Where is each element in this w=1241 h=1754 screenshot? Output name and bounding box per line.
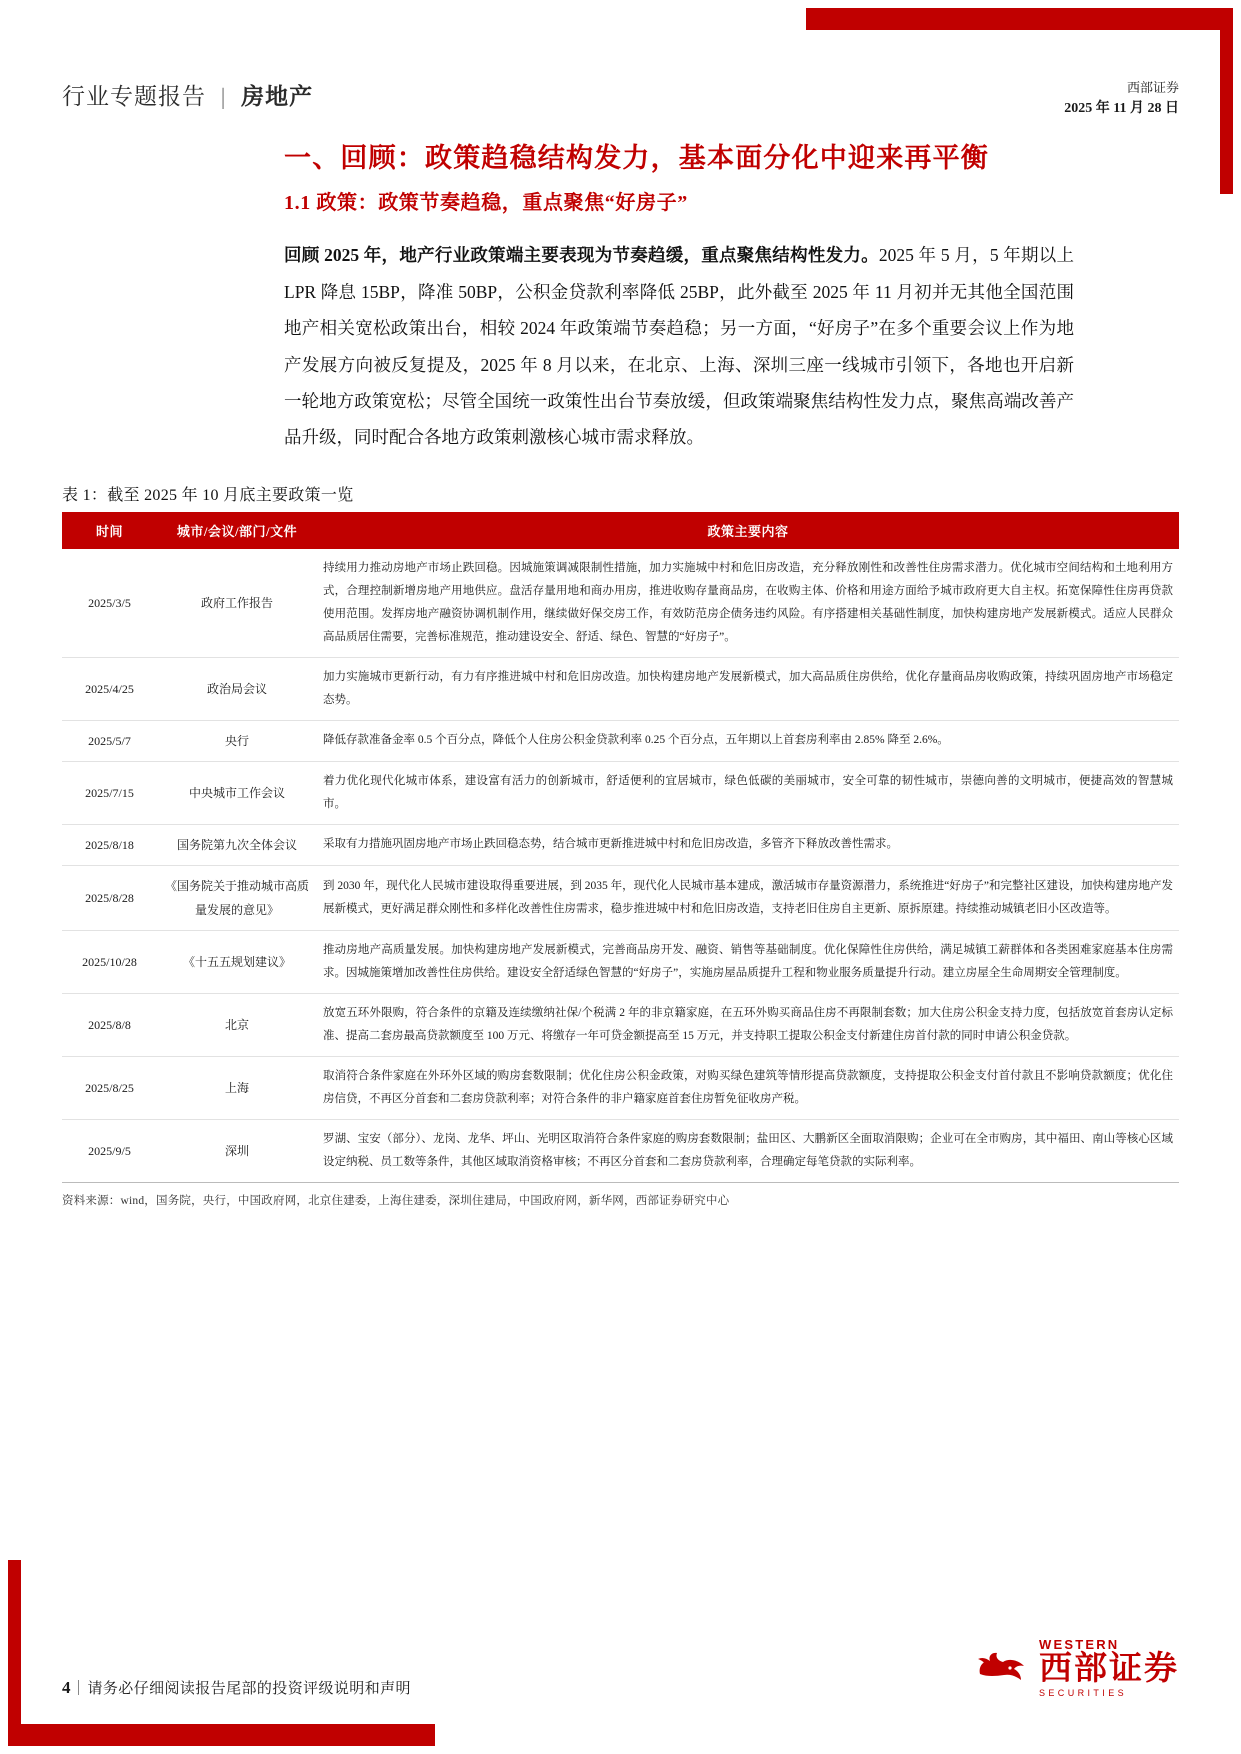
table-header-row bbox=[62, 512, 1179, 549]
logo-wordmark bbox=[1039, 1638, 1179, 1698]
logo-western-text: WESTERN bbox=[1039, 1637, 1120, 1652]
cell-content: 到 2030 年，现代化人民城市建设取得重要进展，到 2035 年，现代化人民城市基本建成，激活城市存量资源潜力，系统推进“好房子”和完整社区建设，加快构建房地产发展新模式，更好满足群众刚性和多样化改善性住房需求，稳步推进城中村和危旧房改造，支持老旧住房自主更新、原拆原建。持续推动城镇老旧小区改造等。 bbox=[317, 865, 1179, 930]
table-row bbox=[62, 1056, 1179, 1119]
footer-disclaimer: 请务必仔细阅读报告尾部的投资评级说明和声明 bbox=[87, 1681, 411, 1697]
header-breadcrumb bbox=[62, 78, 313, 111]
header-meta bbox=[1064, 78, 1179, 120]
industry-label: 房地产 bbox=[241, 84, 314, 109]
table-row bbox=[62, 720, 1179, 761]
section-heading-1-1: 1.1 政策：政策节奏趋稳，重点聚焦“好房子” bbox=[284, 192, 688, 215]
cell-time: 2025/5/7 bbox=[62, 720, 157, 761]
cell-content: 持续用力推动房地产市场止跌回稳。因城施策调减限制性措施，加力实施城中村和危旧房改造，充分释放刚性和改善性住房需求潜力。优化城市空间结构和土地利用方式，合理控制新增房地产用地供应。盘活存量用地和商办用房，推进收购存量商品房，在收购主体、价格和用途方面给予城市政府更大自主权。拓宽保障性住房再贷款使用范围。发挥房地产融资协调机制作用，继续做好保交房工作，有效防范房企债务违约风险。有序搭建相关基础性制度，加快构建房地产发展新模式。适应人民群众高品质居住需要，完善标准规范，推动建设安全、舒适、绿色、智慧的“好房子”。 bbox=[317, 549, 1179, 658]
decor-top-red-bar bbox=[806, 8, 1233, 30]
cell-time: 2025/10/28 bbox=[62, 930, 157, 993]
column-header-content: 政策主要内容 bbox=[317, 512, 1179, 549]
table-row bbox=[62, 824, 1179, 865]
paragraph-lead-bold: 回顾 2025 年，地产行业政策端主要表现为节奏趋缓，重点聚焦结构性发力。 bbox=[284, 245, 879, 266]
policy-table-body bbox=[62, 549, 1179, 1183]
cell-time: 2025/7/15 bbox=[62, 761, 157, 824]
page-number: 4 bbox=[62, 1678, 71, 1697]
cell-time: 2025/8/25 bbox=[62, 1056, 157, 1119]
paragraph-rest: 2025 年 5 月，5 年期以上 LPR 降息 15BP，降准 50BP，公积金贷款利率降低 25BP，此外截至 2025 年 11 月初并无其他全国范围地产相关宽松政策出台，相较 2024 年政策端节奏趋稳；另一方面，“好房子”在多个重要会议上作为地产发展方向被反复提及，2025 年 8 月以来，在北京、上海、深圳三座一线城市引领下，各地也开启新一轮地方政策宽松；尽管全国统一政策性出台节奏放缓，但政策端聚焦结构性发力点，聚焦高端改善产品升级，同时配合各地方政策刺激核心城市需求释放。 bbox=[284, 245, 1075, 448]
cell-time: 2025/8/18 bbox=[62, 824, 157, 865]
table-row bbox=[62, 549, 1179, 658]
cell-source: 深圳 bbox=[157, 1119, 317, 1182]
decor-bottom-left-vertical-bar bbox=[8, 1560, 21, 1746]
decor-top-right-vertical-bar bbox=[1220, 8, 1233, 194]
cell-time: 2025/8/8 bbox=[62, 993, 157, 1056]
cell-source: 上海 bbox=[157, 1056, 317, 1119]
cell-content: 推动房地产高质量发展。加快构建房地产发展新模式，完善商品房开发、融资、销售等基础制度。优化保障性住房供给，满足城镇工薪群体和各类困难家庭基本住房需求。因城施策增加改善性住房供给。建设安全舒适绿色智慧的“好房子”，实施房屋品质提升工程和物业服务质量提升行动。建立房屋全生命周期安全管理制度。 bbox=[317, 930, 1179, 993]
cell-source: 央行 bbox=[157, 720, 317, 761]
cell-source: 中央城市工作会议 bbox=[157, 761, 317, 824]
table-row bbox=[62, 761, 1179, 824]
page-header bbox=[62, 78, 1179, 120]
table-row bbox=[62, 657, 1179, 720]
cell-content: 取消符合条件家庭在外环外区域的购房套数限制；优化住房公积金政策，对购买绿色建筑等情形提高贷款额度，支持提取公积金支付首付款且不影响贷款额度；优化住房信贷，不再区分首套和二套房贷款利率；对符合条件的非户籍家庭首套住房暂免征收房产税。 bbox=[317, 1056, 1179, 1119]
logo-english-text: SECURITIES bbox=[1039, 1688, 1128, 1698]
cell-source: 政府工作报告 bbox=[157, 549, 317, 658]
table-row bbox=[62, 865, 1179, 930]
cell-time: 2025/3/5 bbox=[62, 549, 157, 658]
cell-content: 降低存款准备金率 0.5 个百分点，降低个人住房公积金贷款利率 0.25 个百分点，五年期以上首套房利率由 2.85% 降至 2.6%。 bbox=[317, 720, 1179, 761]
page-footer bbox=[62, 1638, 1179, 1698]
cell-source: 北京 bbox=[157, 993, 317, 1056]
policy-table-head bbox=[62, 512, 1179, 549]
logo-chinese-text: 西部证券 bbox=[1039, 1651, 1179, 1687]
cell-source: 《国务院关于推动城市高质量发展的意见》 bbox=[157, 865, 317, 930]
cell-source: 《十五五规划建议》 bbox=[157, 930, 317, 993]
footer-divider bbox=[78, 1680, 79, 1695]
report-type-label: 行业专题报告 bbox=[62, 84, 206, 109]
decor-bottom-red-bar bbox=[8, 1724, 435, 1746]
cell-time: 2025/8/28 bbox=[62, 865, 157, 930]
cell-time: 2025/4/25 bbox=[62, 657, 157, 720]
breadcrumb-separator: | bbox=[220, 84, 227, 109]
table-row bbox=[62, 993, 1179, 1056]
firm-name: 西部证券 bbox=[1126, 80, 1179, 95]
policy-table bbox=[62, 512, 1179, 1183]
table-source-note: 资料来源：wind，国务院，央行，中国政府网，北京住建委，上海住建委，深圳住建局，中国政府网，新华网，西部证券研究中心 bbox=[62, 1194, 730, 1207]
cell-time: 2025/9/5 bbox=[62, 1119, 157, 1182]
column-header-time: 时间 bbox=[62, 512, 157, 549]
body-paragraph bbox=[284, 237, 1074, 455]
table-row bbox=[62, 930, 1179, 993]
main-content bbox=[62, 140, 1179, 1208]
section-heading-1: 一、回顾：政策趋稳结构发力，基本面分化中迎来再平衡 bbox=[284, 143, 989, 173]
bull-logo-icon bbox=[974, 1648, 1030, 1688]
cell-content: 加力实施城市更新行动，有力有序推进城中村和危旧房改造。加快构建房地产发展新模式，加大高品质住房供给，优化存量商品房收购政策，持续巩固房地产市场稳定态势。 bbox=[317, 657, 1179, 720]
footer-left bbox=[62, 1677, 411, 1698]
cell-content: 罗湖、宝安（部分）、龙岗、龙华、坪山、光明区取消符合条件家庭的购房套数限制；盐田区、大鹏新区全面取消限购；企业可在全市购房，其中福田、南山等核心区域设定纳税、员工数等条件，其他区域取消资格审核；不再区分首套和二套房贷款利率，合理确定每笔贷款的实际利率。 bbox=[317, 1119, 1179, 1182]
column-header-source: 城市/会议/部门/文件 bbox=[157, 512, 317, 549]
cell-content: 放宽五环外限购，符合条件的京籍及连续缴纳社保/个税满 2 年的非京籍家庭，在五环外购买商品住房不再限制套数；加大住房公积金支持力度，包括放宽首套房认定标准、提高二套房最高贷款额度至 100 万元、将缴存一年可贷金额提高至 15 万元，并支持职工提取公积金支付新建住房首付款的同时申请公积金贷款。 bbox=[317, 993, 1179, 1056]
cell-source: 国务院第九次全体会议 bbox=[157, 824, 317, 865]
company-logo bbox=[974, 1638, 1179, 1698]
cell-content: 着力优化现代化城市体系，建设富有活力的创新城市，舒适便利的宜居城市，绿色低碳的美丽城市，安全可靠的韧性城市，崇德向善的文明城市，便捷高效的智慧城市。 bbox=[317, 761, 1179, 824]
report-date: 2025 年 11 月 28 日 bbox=[1064, 101, 1179, 117]
table-row bbox=[62, 1119, 1179, 1182]
cell-source: 政治局会议 bbox=[157, 657, 317, 720]
cell-content: 采取有力措施巩固房地产市场止跌回稳态势，结合城市更新推进城中村和危旧房改造，多管齐下释放改善性需求。 bbox=[317, 824, 1179, 865]
table-caption: 表 1：截至 2025 年 10 月底主要政策一览 bbox=[62, 486, 354, 504]
